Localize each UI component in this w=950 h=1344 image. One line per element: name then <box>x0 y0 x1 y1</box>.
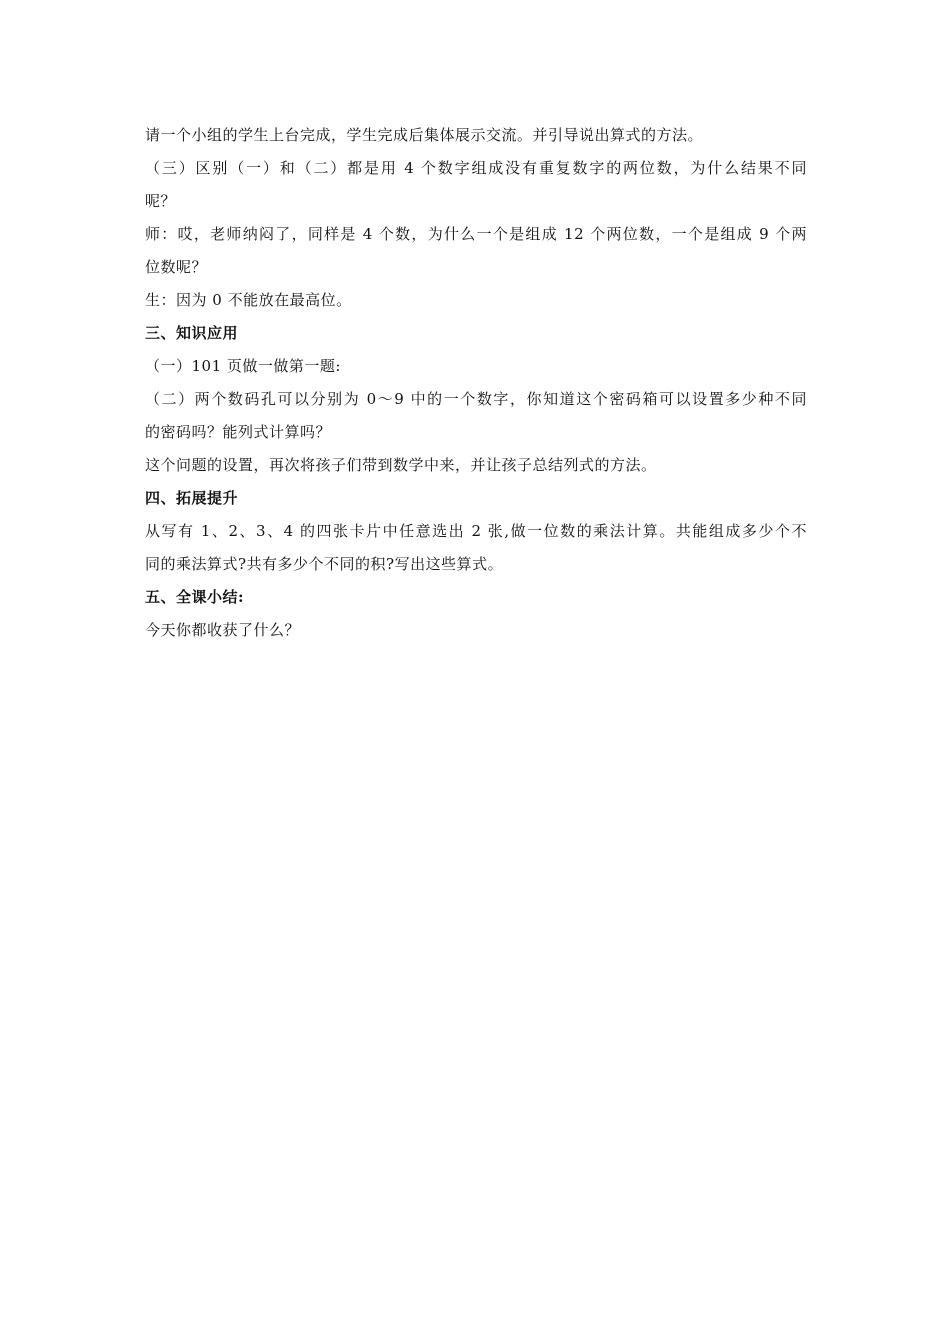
document-body <box>145 125 807 640</box>
paragraph-line: 呢？ <box>145 192 177 210</box>
paragraph-line: （三）区别（一）和（二）都是用 4 个数字组成没有重复数字的两位数，为什么结果不同 <box>145 159 807 177</box>
paragraph-line: 师：哎，老师纳闷了，同样是 4 个数，为什么一个是组成 12 个两位数，一个是组成 9 个两 <box>145 225 807 243</box>
paragraph-line: 请一个小组的学生上台完成，学生完成后集体展示交流。并引导说出算式的方法。 <box>145 126 704 144</box>
paragraph-line: （二）两个数码孔可以分别为 0～9 中的一个数字，你知道这个密码箱可以设置多少种不同 <box>145 390 807 408</box>
paragraph-line: 从写有 1、2、3、4 的四张卡片中任意选出 2 张,做一位数的乘法计算。共能组成多少个不 <box>145 522 807 540</box>
paragraph-line: 今天你都收获了什么？ <box>145 621 301 639</box>
paragraph-line: 这个问题的设置，再次将孩子们带到数学中来，并让孩子总结列式的方法。 <box>145 456 657 474</box>
section-heading: 三、知识应用 <box>145 324 239 342</box>
paragraph-line: 生：因为 0 不能放在最高位。 <box>145 291 352 309</box>
paragraph-line: （一）101 页做一做第一题: <box>145 357 341 375</box>
paragraph-line: 的密码吗？能列式计算吗？ <box>145 423 332 441</box>
section-heading: 五、全课小结: <box>145 588 245 606</box>
paragraph-line: 位数呢？ <box>145 258 208 276</box>
paragraph-line: 同的乘法算式?共有多少个不同的积?写出这些算式。 <box>145 555 504 573</box>
section-heading: 四、拓展提升 <box>145 489 239 507</box>
